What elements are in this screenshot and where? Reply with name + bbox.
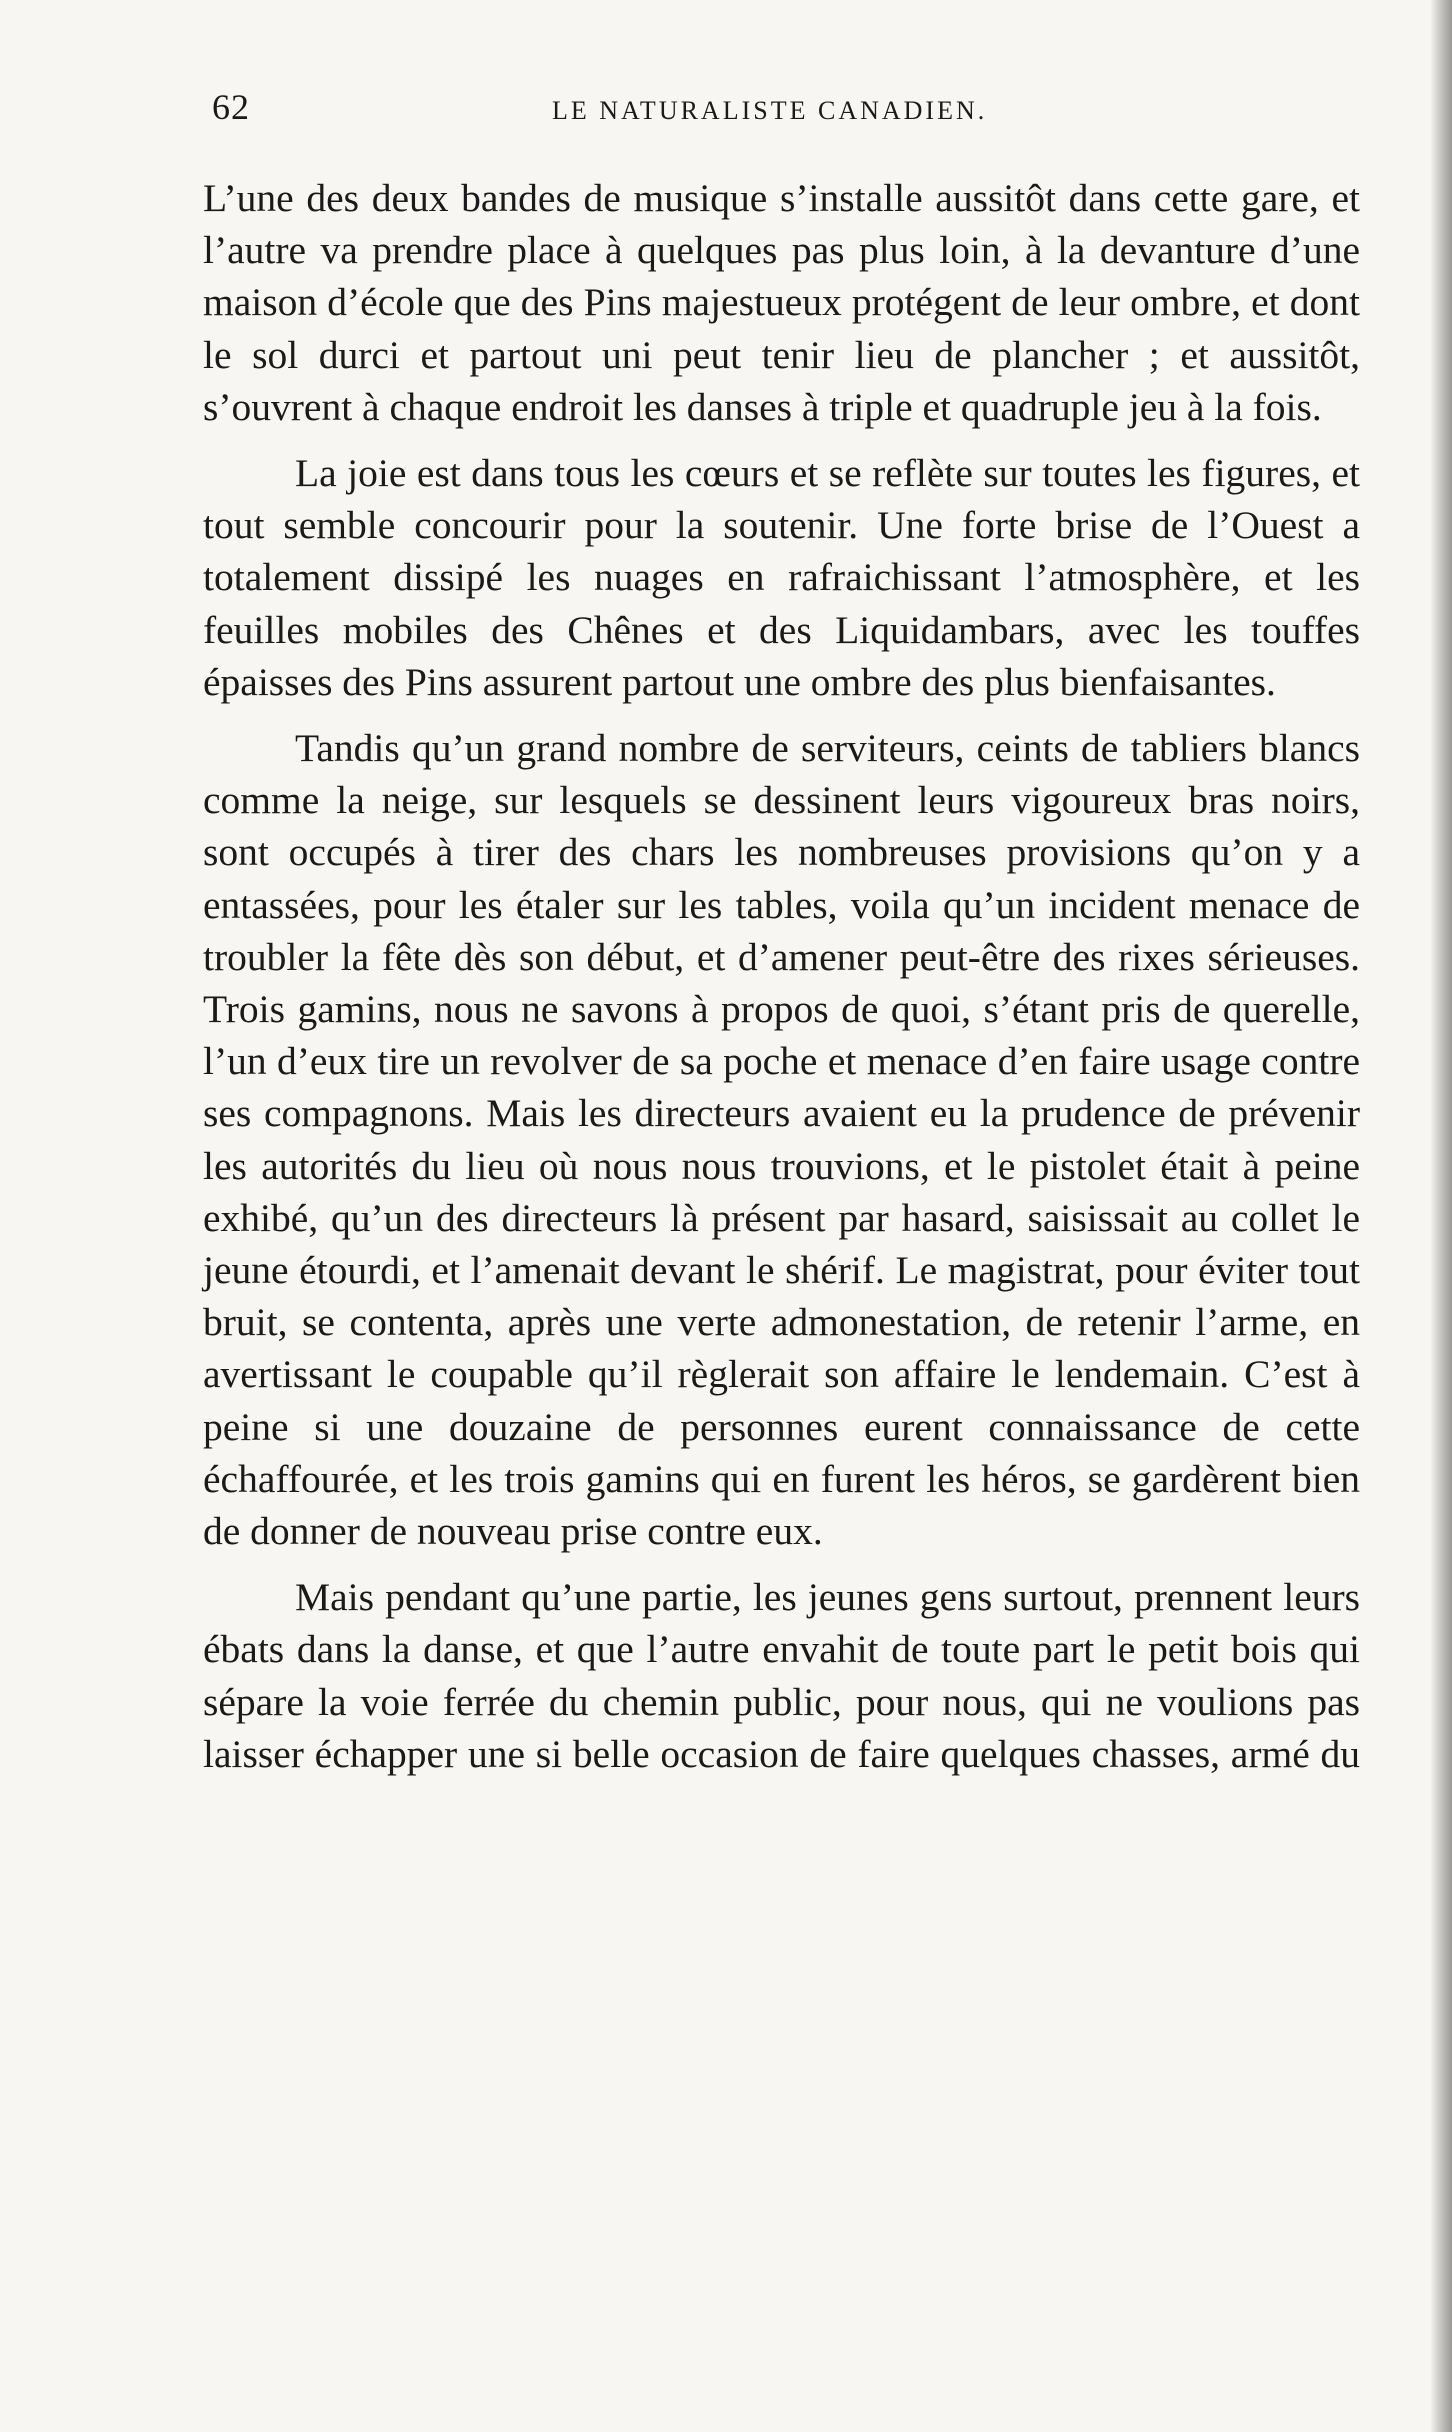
- paragraph-4: Mais pendant qu’une partie, les jeunes gens surtout, prennent leurs ébats dans la danse, et que l’autre envahit de toute part le petit bois qui sépare la voie ferrée du chemin public, pour nous, qui ne voulions pas laisser échapper une si belle occasion de faire quelques chasses, armé du: [203, 1575, 1360, 1776]
- body-text: [203, 172, 1360, 1794]
- paragraph-1: L’une des deux bandes de musique s’installe aussitôt dans cette gare, et l’autre va prendre place à quelques pas plus loin, à la devanture d’une maison d’école que des Pins majestueux protégent de leur ombre, et dont le sol durci et partout uni peut tenir lieu de plancher ; et aussitôt, s’ouvrent à chaque endroit les danses à triple et quadruple jeu à la fois.: [203, 176, 1360, 429]
- page-edge-shadow: [1430, 0, 1452, 2432]
- paragraph-2: La joie est dans tous les cœurs et se reflète sur toutes les figures, et tout semble concourir pour la soutenir. Une forte brise de l’Ouest a totalement dissipé les nuages en rafraichissant l’atmosphère, et les feuilles mobiles des Chênes et des Liquidambars, avec les touffes épaisses des Pins assurent partout une ombre des plus bienfaisantes.: [203, 451, 1360, 704]
- paragraph-3: Tandis qu’un grand nombre de serviteurs, ceints de tabliers blancs comme la neige, sur lesquels se dessinent leurs vigoureux bras noirs, sont occupés à tirer des chars les nombreuses provisions qu’on y a entassées, pour les étaler sur les tables, voila qu’un incident menace de troubler la fête dès son début, et d’amener peut-être des rixes sérieuses. Trois gamins, nous ne savons à propos de quoi, s’étant pris de querelle, l’un d’eux tire un revolver de sa poche et menace d’en faire usage contre ses compagnons. Mais les directeurs avaient eu la prudence de prévenir les autorités du lieu où nous nous trouvions, et le pistolet était à peine exhibé, qu’un des directeurs là présent par hasard, saisissait au collet le jeune étourdi, et l’amenait devant le shérif. Le magistrat, pour éviter tout bruit, se contenta, après une verte admonestation, de retenir l’arme, en avertissant le coupable qu’il règlerait son affaire le lendemain. C’est à peine si une douzaine de personnes eurent connaissance de cette échaffourée, et les trois gamins qui en furent les héros, se gardèrent bien de donner de nouveau prise contre eux.: [203, 726, 1360, 1554]
- running-title: LE NATURALISTE CANADIEN.: [552, 96, 988, 125]
- page-header: [212, 86, 1360, 136]
- page-number: 62: [212, 87, 250, 127]
